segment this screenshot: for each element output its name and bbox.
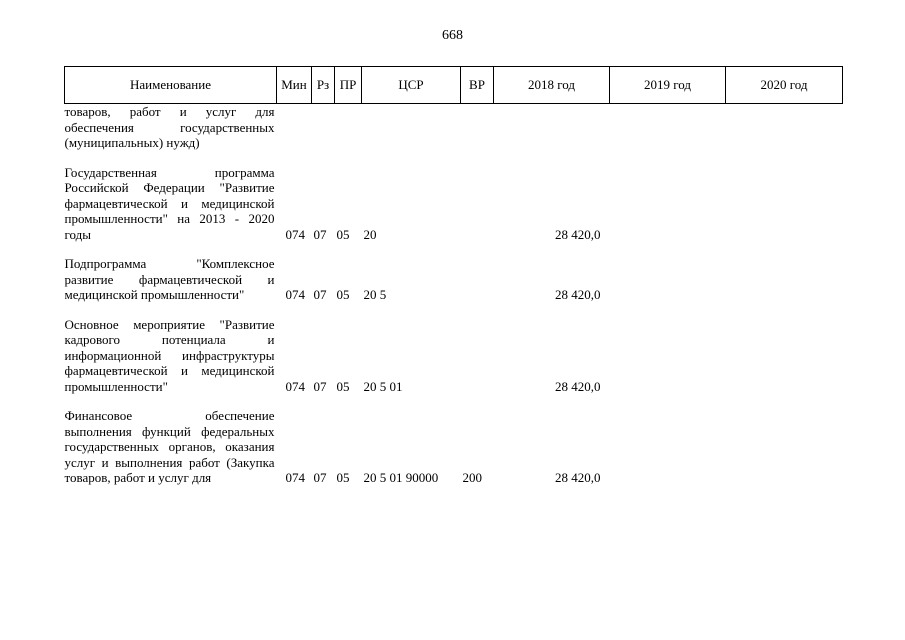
row-rz	[312, 104, 335, 151]
row-csr: 20 5 01	[363, 378, 403, 394]
row-2018: 28 420,0	[555, 378, 601, 394]
budget-table	[64, 66, 843, 486]
row-pr: 05	[336, 470, 350, 485]
row-rz: 07	[313, 287, 327, 302]
row-2020	[726, 104, 843, 151]
row-vr	[461, 165, 494, 243]
row-rz: 07	[313, 470, 327, 485]
row-min: 074	[285, 470, 305, 485]
row-2020	[726, 408, 843, 486]
row-2018: 28 420,0	[555, 287, 601, 302]
row-2019	[610, 408, 726, 486]
header-pr: ПР	[335, 67, 362, 104]
row-vr	[461, 317, 494, 395]
row-rz: 07	[313, 378, 327, 394]
row-pr: 05	[336, 226, 350, 242]
row-2018: 28 420,0	[555, 226, 601, 242]
header-2019: 2019 год	[610, 67, 726, 104]
row-pr: 05	[336, 287, 350, 302]
row-pr	[335, 104, 362, 151]
table-row	[65, 408, 843, 486]
row-vr	[461, 104, 494, 151]
row-2020	[726, 165, 843, 243]
row-vr	[461, 256, 494, 303]
row-csr: 20 5	[363, 287, 387, 302]
header-2020: 2020 год	[726, 67, 843, 104]
header-2018: 2018 год	[494, 67, 610, 104]
row-csr: 20	[363, 226, 377, 242]
row-2019	[610, 165, 726, 243]
row-2020	[726, 256, 843, 303]
row-min: 074	[285, 287, 305, 302]
row-min	[277, 104, 312, 151]
table-row	[65, 165, 843, 243]
row-2019	[610, 104, 726, 151]
row-csr: 20 5 01 90000	[363, 470, 439, 485]
row-name: Государственная программа Российской Федерации "Развитие фармацевтической и медицинской промышленности" на 2013 - 2020 годы	[64, 164, 275, 242]
row-name: Подпрограмма "Комплексное развитие фармацевтической и медицинской промышленности"	[64, 256, 275, 302]
row-name: товаров, работ и услуг для обеспечения государственных (муниципальных) нужд)	[64, 104, 275, 150]
row-2019	[610, 256, 726, 303]
header-csr: ЦСР	[362, 67, 461, 104]
header-name: Наименование	[65, 67, 277, 104]
table-header-row	[65, 67, 843, 104]
row-name: Основное мероприятие "Развитие кадрового потенциала и информационной инфраструктуры фармацевтической и медицинской промышленности"	[64, 316, 275, 394]
row-min: 074	[285, 378, 305, 394]
row-pr: 05	[336, 378, 350, 394]
row-2020	[726, 317, 843, 395]
row-rz: 07	[313, 226, 327, 242]
header-vr: ВР	[461, 67, 494, 104]
row-2019	[610, 317, 726, 395]
row-2018: 28 420,0	[555, 470, 601, 485]
table-row	[65, 256, 843, 303]
table-row	[65, 104, 843, 151]
table-row	[65, 317, 843, 395]
row-min: 074	[285, 226, 305, 242]
row-name: Финансовое обеспечение выполнения функций федеральных государственных органов, оказания услуг и выполнения работ (Закупка товаров, работ и услуг для	[64, 408, 275, 485]
page-number: 668	[442, 28, 463, 43]
row-2018	[494, 104, 610, 151]
header-min: Мин	[277, 67, 312, 104]
header-rz: Рз	[312, 67, 335, 104]
row-csr	[362, 104, 461, 151]
row-vr: 200	[462, 470, 482, 485]
